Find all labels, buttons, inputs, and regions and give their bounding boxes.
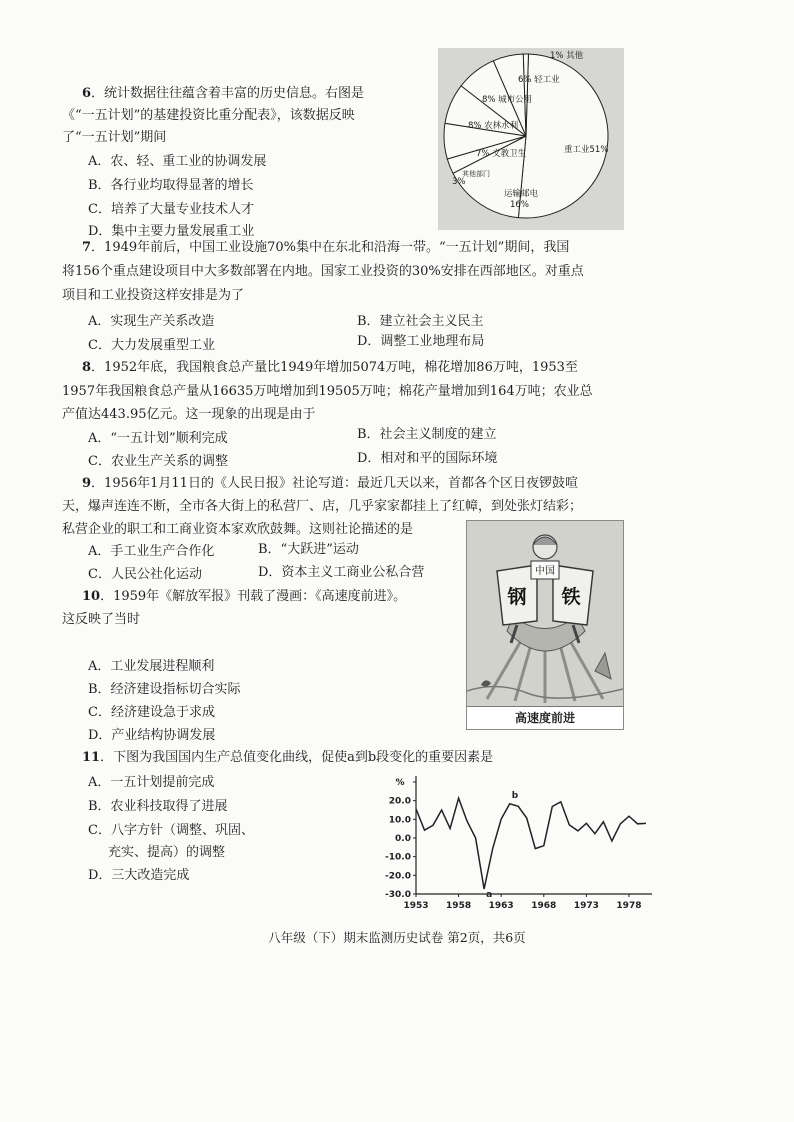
y-tick-label: -10.0 bbox=[385, 852, 411, 863]
pie-slice-label: 重工业51% bbox=[564, 145, 609, 155]
x-tick-label: 1968 bbox=[531, 901, 557, 911]
pie-slice-label: 8% 城市公用 bbox=[482, 95, 533, 105]
x-tick-label: 1963 bbox=[488, 901, 514, 911]
q7-stem-line1: 7．1949年前后，中国工业设施70%集中在东北和沿海一带。“一五计划”期间，我国 bbox=[82, 240, 570, 255]
q8-stem-line2: 1957年我国粮食总产量从16635万吨增加到19505万吨；棉花产量增加到164万吨；农业总 bbox=[62, 384, 593, 399]
q6-option-b[interactable]: B．各行业均取得显著的增长 bbox=[88, 178, 254, 193]
q9-option-b[interactable]: B．“大跃进”运动 bbox=[258, 542, 359, 557]
q6-stem-line1: 6．统计数据往往蕴含着丰富的历史信息。右图是 bbox=[82, 86, 365, 101]
q8-stem-line3: 产值达443.95亿元。这一现象的出现是由于 bbox=[62, 407, 316, 422]
q8-option-b[interactable]: B．社会主义制度的建立 bbox=[357, 427, 497, 442]
q9-stem-line3: 私营企业的职工和工商业资本家欢欣鼓舞。这则社论描述的是 bbox=[62, 522, 414, 537]
q6-option-d[interactable]: D．集中主要力量发展重工业 bbox=[88, 224, 255, 239]
q9-option-a[interactable]: A．手工业生产合作化 bbox=[88, 544, 215, 559]
q7-option-a[interactable]: A．实现生产关系改造 bbox=[88, 314, 215, 329]
pie-slice-label: 运输邮电 16% bbox=[504, 189, 539, 210]
q6-option-c[interactable]: C．培养了大量专业技术人才 bbox=[88, 202, 254, 217]
q8-stem-line1: 8．1952年底，我国粮食总产量比1949年增加5074万吨，棉花增加86万吨，1953至 bbox=[82, 360, 578, 375]
y-axis-unit-label: % bbox=[395, 778, 405, 788]
pie-slice-label: 7% 文教卫生 bbox=[476, 149, 527, 159]
y-tick-label: -20.0 bbox=[385, 871, 411, 882]
y-tick-label: 10.0 bbox=[388, 815, 411, 826]
q6-option-a[interactable]: A．农、轻、重工业的协调发展 bbox=[88, 154, 267, 169]
q9-stem-line2: 天，爆声连连不断，全市各大街上的私营厂、店，几乎家家都挂上了红幛，到处张灯结彩； bbox=[62, 499, 583, 514]
q10-stem-line1: 10．1959年《解放军报》刊载了漫画：《高速度前进》。 bbox=[82, 589, 407, 604]
pie-slice-label: 3% bbox=[452, 177, 466, 187]
q9-option-c[interactable]: C．人民公社化运动 bbox=[88, 567, 202, 582]
q7-option-d[interactable]: D．调整工业地理布局 bbox=[357, 334, 485, 349]
q11-option-b[interactable]: B．农业科技取得了进展 bbox=[88, 799, 228, 814]
q10-stem-line2: 这反映了当时 bbox=[62, 612, 141, 627]
gdp-series-line bbox=[416, 798, 646, 889]
q9-stem-line1: 9．1956年1月11日的《人民日报》社论写道：最近几天以来，首都各个区日夜锣鼓喧 bbox=[82, 476, 578, 491]
chart-point-annotation: a bbox=[486, 889, 493, 900]
q11-option-c[interactable]: C．八字方针（调整、巩固、 bbox=[88, 823, 254, 838]
q7-stem-line2: 将156个重点建设项目中大多数部署在内地。国家工业投资的30%安排在西部地区。对重点 bbox=[62, 264, 584, 279]
q10-option-a[interactable]: A．工业发展进程顺利 bbox=[88, 659, 215, 674]
x-tick-label: 1973 bbox=[573, 901, 599, 911]
q7-stem-line3: 项目和工业投资这样安排是为了 bbox=[62, 288, 245, 303]
q11-option-c-continued: 充实、提高）的调整 bbox=[108, 845, 226, 860]
investment-pie-chart bbox=[438, 48, 624, 230]
chart-point-annotation: b bbox=[511, 790, 519, 801]
q11-option-a[interactable]: A．一五计划提前完成 bbox=[88, 775, 215, 790]
pie-slice-label: 8% 农林水利 bbox=[468, 121, 519, 131]
cartoon-high-speed-advance bbox=[466, 520, 624, 730]
q7-option-c[interactable]: C．大力发展重型工业 bbox=[88, 338, 215, 353]
x-tick-label: 1958 bbox=[446, 901, 472, 911]
q6-stem-line3: 了“一五计划”期间 bbox=[62, 130, 167, 145]
cartoon-label-steel: 钢 bbox=[507, 586, 527, 608]
cartoon-illustration bbox=[467, 521, 623, 707]
cartoon-label-china: 中国 bbox=[535, 566, 555, 577]
q8-option-c[interactable]: C．农业生产关系的调整 bbox=[88, 454, 228, 469]
gdp-growth-line-chart bbox=[374, 768, 658, 912]
q11-option-d[interactable]: D．三大改造完成 bbox=[88, 868, 190, 883]
y-tick-label: -30.0 bbox=[385, 890, 411, 900]
q7-option-b[interactable]: B．建立社会主义民主 bbox=[357, 314, 484, 329]
x-tick-label: 1978 bbox=[616, 901, 642, 911]
pie-slice-inner-label: 其他部门 bbox=[462, 170, 490, 178]
q8-option-d[interactable]: D．相对和平的国际环境 bbox=[357, 451, 498, 466]
pie-slice-label: 1% 其他 bbox=[550, 51, 584, 61]
page-footer: 八年级（下）期末监测历史试卷 第2页，共6页 bbox=[268, 930, 526, 945]
cartoon-label-iron: 铁 bbox=[561, 586, 581, 608]
q9-option-d[interactable]: D．资本主义工商业公私合营 bbox=[258, 565, 425, 580]
y-tick-label: 0.0 bbox=[395, 834, 411, 844]
cartoon-caption: 高速度前进 bbox=[467, 706, 623, 729]
pie-slice-label: 6% 轻工业 bbox=[518, 75, 560, 85]
q11-stem-line1: 11．下图为我国国内生产总值变化曲线，促使a到b段变化的重要因素是 bbox=[82, 750, 494, 765]
q10-option-c[interactable]: C．经济建设急于求成 bbox=[88, 705, 215, 720]
q8-option-a[interactable]: A．“一五计划”顺利完成 bbox=[88, 431, 228, 446]
q10-option-b[interactable]: B．经济建设指标切合实际 bbox=[88, 682, 241, 697]
x-tick-label: 1953 bbox=[403, 901, 429, 911]
q10-option-d[interactable]: D．产业结构协调发展 bbox=[88, 728, 216, 743]
q6-stem-line2: 《“一五计划”的基建投资比重分配表》，该数据反映 bbox=[62, 108, 355, 123]
y-tick-label: 20.0 bbox=[388, 796, 411, 807]
